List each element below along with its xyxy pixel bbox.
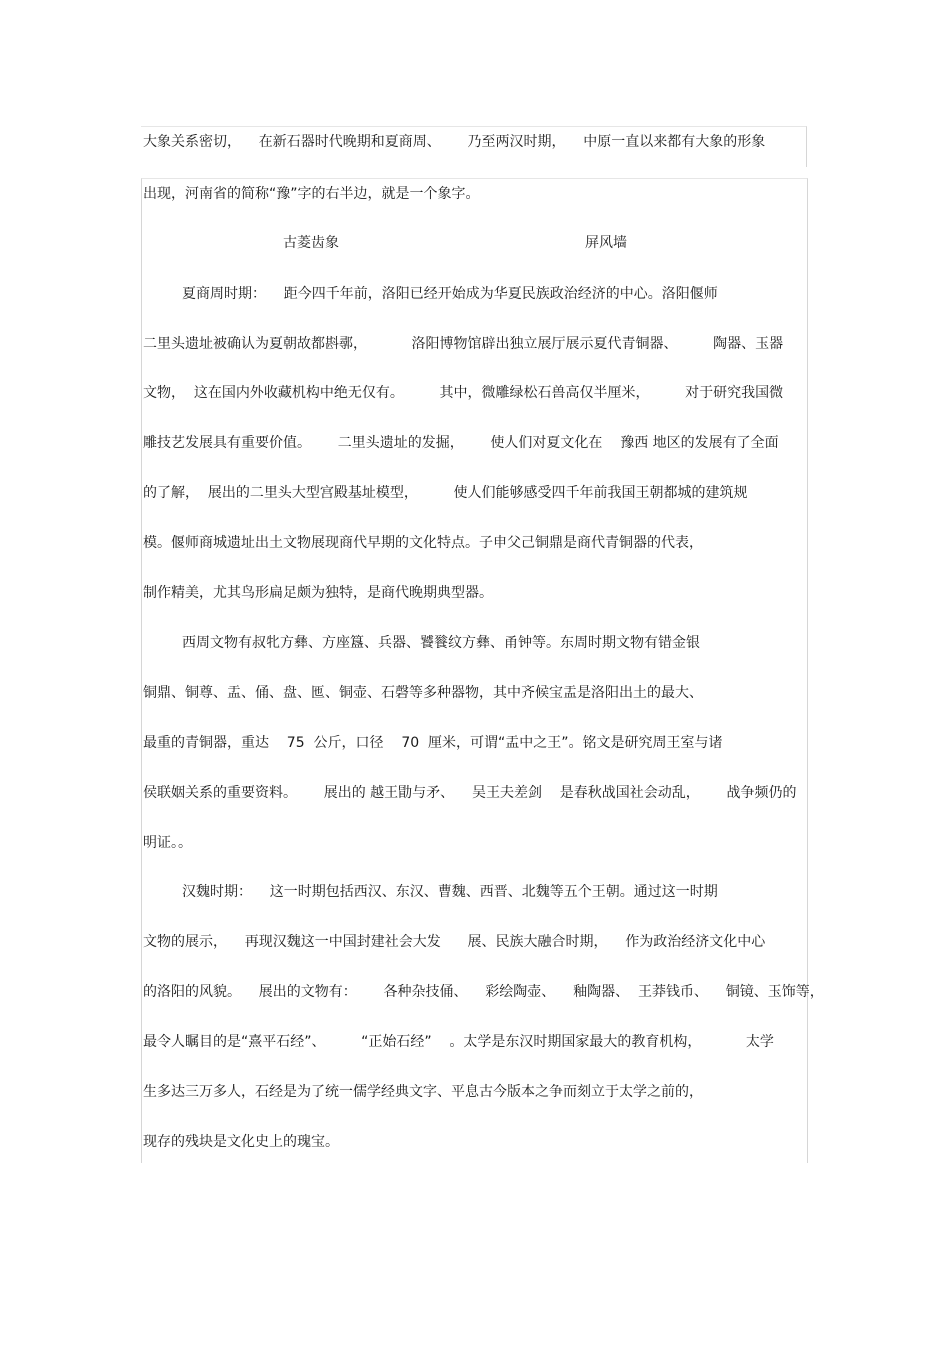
paragraph-line: 大象关系密切， 在新石器时代晚期和夏商周、 乃至两汉时期， 中原一直以来都有大象的形象	[143, 134, 766, 150]
image-caption-elephant: 古菱齿象	[283, 235, 339, 251]
paragraph-line: 夏商周时期： 距今四千年前，洛阳已经开始成为华夏民族政治经济的中心。洛阳偃师	[182, 286, 718, 302]
paragraph-line: 最令人瞩目的是“熹平石经”、 “正始石经” 。太学是东汉时期国家最大的教育机构， 太学	[143, 1034, 774, 1050]
image-caption-screen-wall: 屏风墙	[585, 235, 627, 251]
paragraph-line: 现存的残块是文化史上的瑰宝。	[143, 1134, 339, 1150]
paragraph-line: 明证。。	[143, 835, 192, 851]
paragraph-line: 文物， 这在国内外收藏机构中绝无仅有。 其中，微雕绿松石兽高仅半厘米， 对于研究我国微	[143, 385, 784, 401]
paragraph-line: 西周文物有叔牝方彝、方座簋、兵器、饕餮纹方彝、甬钟等。东周时期文物有错金银	[182, 635, 700, 651]
paragraph-line: 生多达三万多人，石经是为了统一儒学经典文字、平息古今版本之争而刻立于太学之前的，	[143, 1084, 703, 1100]
paragraph-line: 汉魏时期： 这一时期包括西汉、东汉、曹魏、西晋、北魏等五个王朝。通过这一时期	[182, 884, 718, 900]
paragraph-line: 文物的展示， 再现汉魏这一中国封建社会大发 展、民族大融合时期， 作为政治经济文化中心	[143, 934, 766, 950]
paragraph-line: 的洛阳的风貌。 展出的文物有： 各种杂技俑、 彩绘陶壶、 釉陶器、 王莽钱币、 铜镜、玉饰等，	[143, 984, 824, 1000]
paragraph-line: 最重的青铜器，重达 75 公斤，口径 70 厘米，可谓“盂中之王”。铭文是研究周王室与诸	[143, 735, 723, 751]
paragraph-line: 模。偃师商城遗址出土文物展现商代早期的文化特点。子申父己铜鼎是商代青铜器的代表，	[143, 535, 703, 551]
paragraph-line: 雕技艺发展具有重要价值。 二里头遗址的发掘， 使人们对夏文化在 豫西 地区的发展有了全面	[143, 435, 779, 451]
text-frame-main	[141, 178, 824, 1163]
paragraph-line: 的了解， 展出的二里头大型宫殿基址模型， 使人们能够感受四千年前我国王朝都城的建筑规	[143, 485, 748, 501]
paragraph-line: 出现，河南省的简称“豫”字的右半边，就是一个象字。	[143, 186, 480, 202]
paragraph-line: 二里头遗址被确认为夏朝故都斟鄩， 洛阳博物馆辟出独立展厅展示夏代青铜器、 陶器、玉器	[143, 336, 784, 352]
paragraph-line: 侯联姻关系的重要资料。 展出的 越王勖与矛、 吴王夫差剑 是春秋战国社会动乱， 战争频仍的	[143, 785, 797, 801]
paragraph-line: 铜鼎、铜尊、盂、俑、盘、匜、铜壶、石磬等多种器物，其中齐候宝盂是洛阳出土的最大、	[143, 685, 703, 701]
paragraph-line: 制作精美，尤其鸟形扁足颇为独特，是商代晚期典型器。	[143, 585, 493, 601]
